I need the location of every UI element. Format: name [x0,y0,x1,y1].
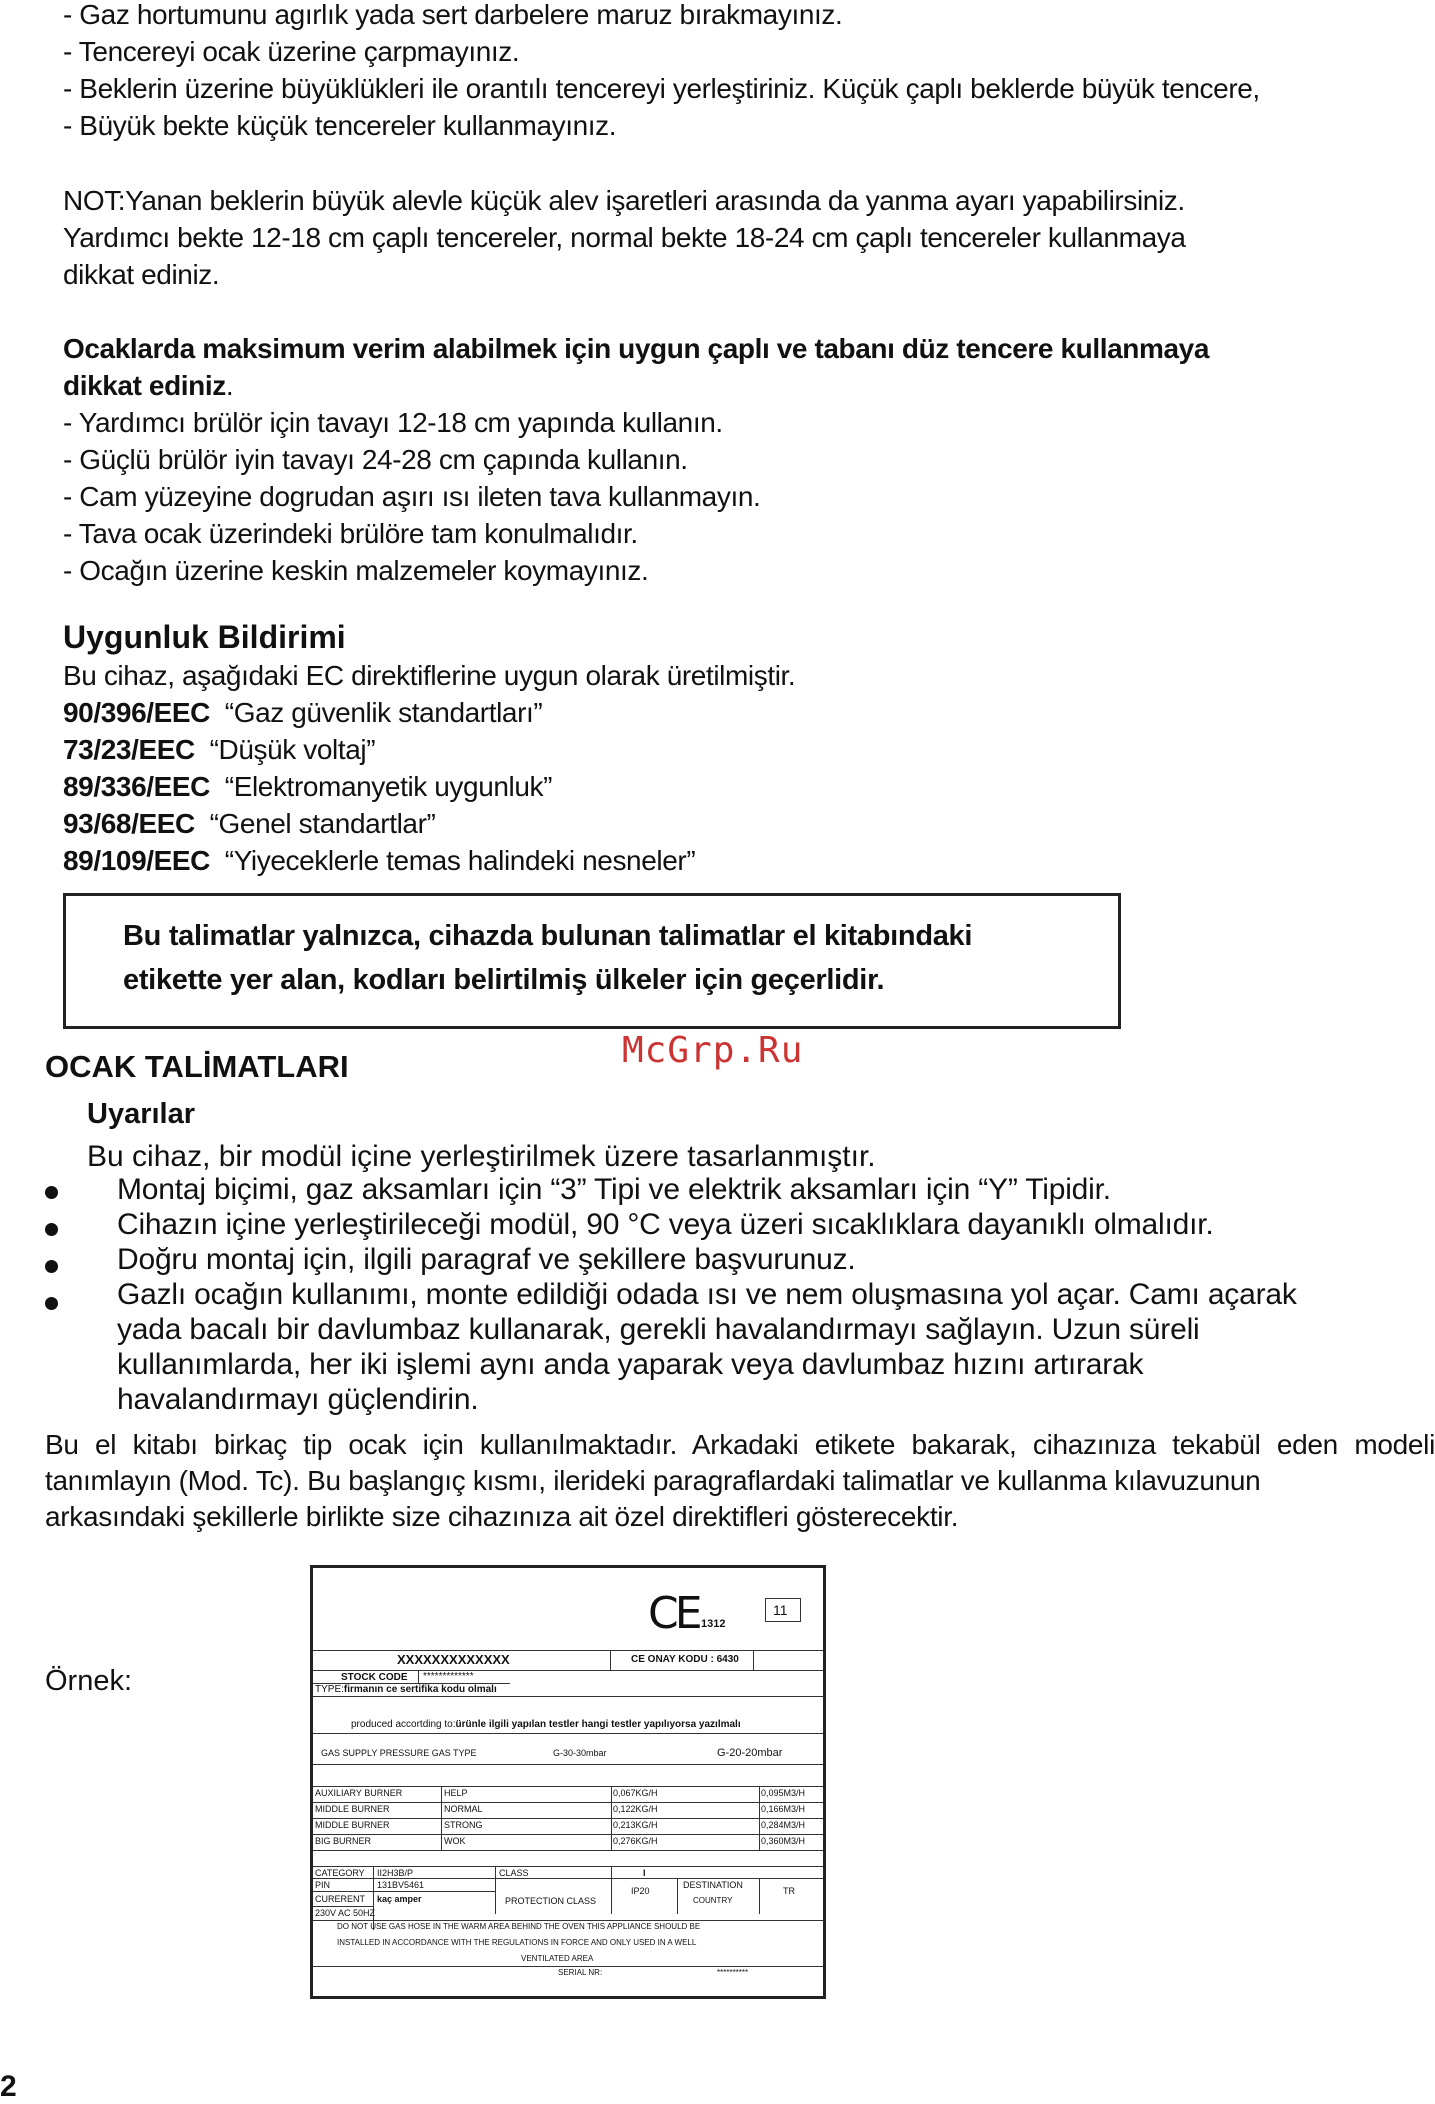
divider [759,1878,760,1914]
burner-m3: 0,166M3/H [761,1804,806,1814]
pin-value: 131BV5461 [377,1880,425,1890]
burner-name: BIG BURNER [315,1836,372,1846]
type-value: firmanın ce sertifika kodu olmalı [343,1684,497,1695]
burner-name: AUXILIARY BURNER [315,1788,403,1798]
divider [313,1670,823,1671]
manual-paragraph-last: arkasındaki şekillerle birlikte size cihazınıza ait özel direktifleri gösterecektir. [45,1501,959,1532]
note-line: NOT:Yanan beklerin büyük alevle küçük alev işaretleri arasında da yanma ayarı yapabilirsiniz. [63,185,1185,216]
divider [418,1670,419,1683]
divider [313,1786,823,1787]
warning-line: DO NOT USE GAS HOSE IN THE WARM AREA BEHIND THE OVEN THIS APPLIANCE SHOULD BE [337,1922,701,1931]
warning-line: INSTALLED IN ACCORDANCE WITH THE REGULATIONS IN FORCE AND ONLY USED IN A WELL [337,1938,697,1947]
burner-size: WOK [444,1836,466,1846]
burner-m3: 0,360M3/H [761,1836,806,1846]
divider [313,1920,823,1921]
divider [495,1866,496,1914]
burner-kg: 0,213KG/H [613,1820,658,1830]
bullet-text: Cihazın içine yerleştirileceği modül, 90 °C veya üzeri sıcaklıklara dayanıklı olmalıdır. [117,1208,1214,1241]
destination-value: TR [783,1886,795,1896]
class-label: CLASS [499,1868,529,1878]
efficiency-line: Ocaklarda maksimum verim alabilmek için uygun çaplı ve tabanı düz tencere kullanmaya [63,333,1209,364]
burner-size: NORMAL [444,1804,483,1814]
list-item: - Büyük bekte küçük tencereler kullanmayınız. [63,110,617,141]
directive-code: 90/396/EEC [63,697,210,728]
voltage: 230V AC 50HZ [315,1908,376,1918]
list-item: - Yardımcı brülör için tavayı 12-18 cm yapında kullanın. [63,407,723,438]
directive-desc: “Genel standartlar” [209,808,436,839]
list-item: - Beklerin üzerine büyüklükleri ile orantılı tencereyi yerleştiriniz. Küçük çaplı beklerde büyük tencere, [63,73,1260,104]
produced-label: produced accortding to: [351,1719,456,1730]
ip-rating: IP20 [631,1886,650,1896]
burner-size: STRONG [444,1820,483,1830]
destination-label: DESTINATION [683,1880,743,1890]
directive-desc: “Elektromanyetik uygunluk” [224,771,553,802]
ce-number: 1312 [701,1618,726,1630]
divider [313,1764,823,1765]
burner-m3: 0,095M3/H [761,1788,806,1798]
efficiency-emphasis: dikkat ediniz [63,370,226,401]
manual-paragraph [45,1427,1435,1535]
bullet-icon [45,1260,58,1273]
serial-label: SERIAL NR: [558,1968,603,1977]
directive-row [63,694,795,731]
burner-kg: 0,122KG/H [613,1804,658,1814]
notice-line: Bu talimatlar yalnızca, cihazda bulunan talimatlar el kitabındaki [123,920,973,952]
gas-type-2: G-20-20mbar [717,1747,783,1759]
bullet-icon [45,1186,58,1199]
category-label: CATEGORY [315,1868,365,1878]
directive-code: 89/336/EEC [63,771,210,802]
divider [313,1733,823,1734]
current-value: kaç amper [377,1894,422,1904]
manual-paragraph-text: Bu el kitabı birkaç tip ocak için kullanılmaktadır. Arkadaki etikete bakarak, cihazınıza tekabül eden modeli tanımlayın (Mod. Tc). Bu başlangıç kısmı, ilerideki paragraflardaki talimatlar ve kullanma kılavuzunun [45,1429,1435,1496]
directive-code: 73/23/EEC [63,734,195,765]
bullet-text: havalandırmayı güçlendirin. [117,1383,479,1416]
category-value: II2H3B/P [377,1868,414,1878]
divider [611,1866,612,1914]
gas-type-1: G-30-30mbar [553,1748,607,1758]
ce-approval-code: CE ONAY KODU : 6430 [631,1654,739,1665]
efficiency-line-2 [63,367,1209,404]
burner-name: MIDDLE BURNER [315,1820,390,1830]
bullet-text: Montaj biçimi, gaz aksamları için “3” Tipi ve elektrik aksamları için “Y” Tipidir. [117,1173,1111,1206]
burner-kg: 0,276KG/H [613,1836,658,1846]
list-item: - Ocağın üzerine keskin malzemeler koymayınız. [63,555,649,586]
list-item: - Tencereyi ocak üzerine çarpmayınız. [63,36,520,67]
type-row [315,1684,497,1695]
pin-label: PIN [315,1880,331,1890]
divider [677,1878,678,1914]
top-warning-list [63,0,1260,144]
list-item: - Cam yüzeyine dogrudan aşırı ısı ileten tava kullanmayın. [63,481,761,512]
notice-line: etikette yer alan, kodları belirtilmiş ülkeler için geçerlidir. [123,964,885,996]
rating-plate [310,1565,826,1999]
burner-kg: 0,067KG/H [613,1788,658,1798]
conformity-section [63,617,795,879]
current-label: CURERENT [315,1894,366,1904]
conformity-intro: Bu cihaz, aşağıdaki EC direktiflerine uygun olarak üretilmiştir. [63,660,796,691]
directive-row [63,842,795,879]
divider [313,1650,823,1651]
directive-row [63,731,795,768]
note-line: dikkat ediniz. [63,259,220,290]
list-item: - Güçlü brülör iyin tavayı 24-28 cm çapında kullanın. [63,444,688,475]
note-paragraph [63,182,1186,293]
warning-line: VENTILATED AREA [521,1954,594,1963]
divider [313,1891,495,1892]
produced-row [351,1719,741,1730]
directive-code: 93/68/EEC [63,808,195,839]
divider [610,1650,611,1670]
divider [313,1906,373,1907]
ocak-intro: Bu cihaz, bir modül içine yerleştirilmek üzere tasarlanmıştır. [87,1140,876,1173]
ce-mark-icon: CE [648,1588,699,1639]
burner-m3: 0,284M3/H [761,1820,806,1830]
subsection-title: Uyarılar [87,1098,196,1130]
bullet-text: Doğru montaj için, ilgili paragraf ve şekillere başvurunuz. [117,1243,856,1276]
efficiency-period: . [225,370,234,401]
serial-value: ********** [717,1968,749,1977]
directive-code: 89/109/EEC [63,845,210,876]
box-number: 11 [773,1602,788,1618]
bullet-icon [45,1297,58,1310]
stock-code-value: ************* [423,1671,474,1682]
bullet-icon [45,1223,58,1236]
example-label: Örnek: [45,1665,133,1697]
country-label: COUNTRY [693,1896,733,1905]
divider [313,1878,823,1879]
bullet-text: yada bacalı bir davlumbaz kullanarak, gerekli havalandırmayı sağlayın. Uzun süreli [117,1313,1200,1346]
notice-box [63,893,1121,1029]
watermark: McGrp.Ru [622,1030,804,1071]
bullet-text: kullanımlarda, her iki işlemi aynı anda yaparak veya davlumbaz hızını artırarak [117,1348,1144,1381]
section-title: OCAK TALİMATLARI [45,1049,349,1084]
conformity-title: Uygunluk Bildirimi [63,619,346,655]
note-line: Yardımcı bekte 12-18 cm çaplı tencereler, normal bekte 18-24 cm çaplı tencereler kullanmaya [63,222,1186,253]
bullet-text: Gazlı ocağın kullanımı, monte edildiği odada ısı ve nem oluşmasına yol açar. Camı açarak [117,1278,1297,1311]
model-code: XXXXXXXXXXXXX [397,1652,510,1667]
stock-code-label: STOCK CODE [341,1672,408,1683]
list-item: - Tava ocak üzerindeki brülöre tam konulmalıdır. [63,518,638,549]
protection-class-label: PROTECTION CLASS [505,1896,597,1906]
divider [313,1818,823,1819]
burner-name: MIDDLE BURNER [315,1804,390,1814]
burner-size: HELP [444,1788,468,1798]
directive-desc: “Gaz güvenlik standartları” [224,697,543,728]
divider [753,1650,754,1670]
type-label: TYPE: [315,1684,344,1695]
list-item: - Gaz hortumunu agırlık yada sert darbelere maruz bırakmayınız. [63,0,843,30]
produced-value: ürünle ilgili yapılan testler hangi testler yapılıyorsa yazılmalı [455,1719,741,1730]
directive-row [63,768,795,805]
efficiency-paragraph [63,330,1209,589]
directive-desc: “Düşük voltaj” [209,734,376,765]
directive-row [63,805,795,842]
divider [313,1866,823,1867]
divider [313,1696,823,1697]
page-number: 2 [0,2070,17,2103]
divider [313,1966,823,1967]
gas-supply-label: GAS SUPPLY PRESSURE GAS TYPE [321,1748,477,1758]
divider [313,1802,823,1803]
class-value: I [643,1868,646,1878]
divider [313,1850,823,1851]
divider [313,1834,823,1835]
directive-desc: “Yiyeceklerle temas halindeki nesneler” [224,845,696,876]
